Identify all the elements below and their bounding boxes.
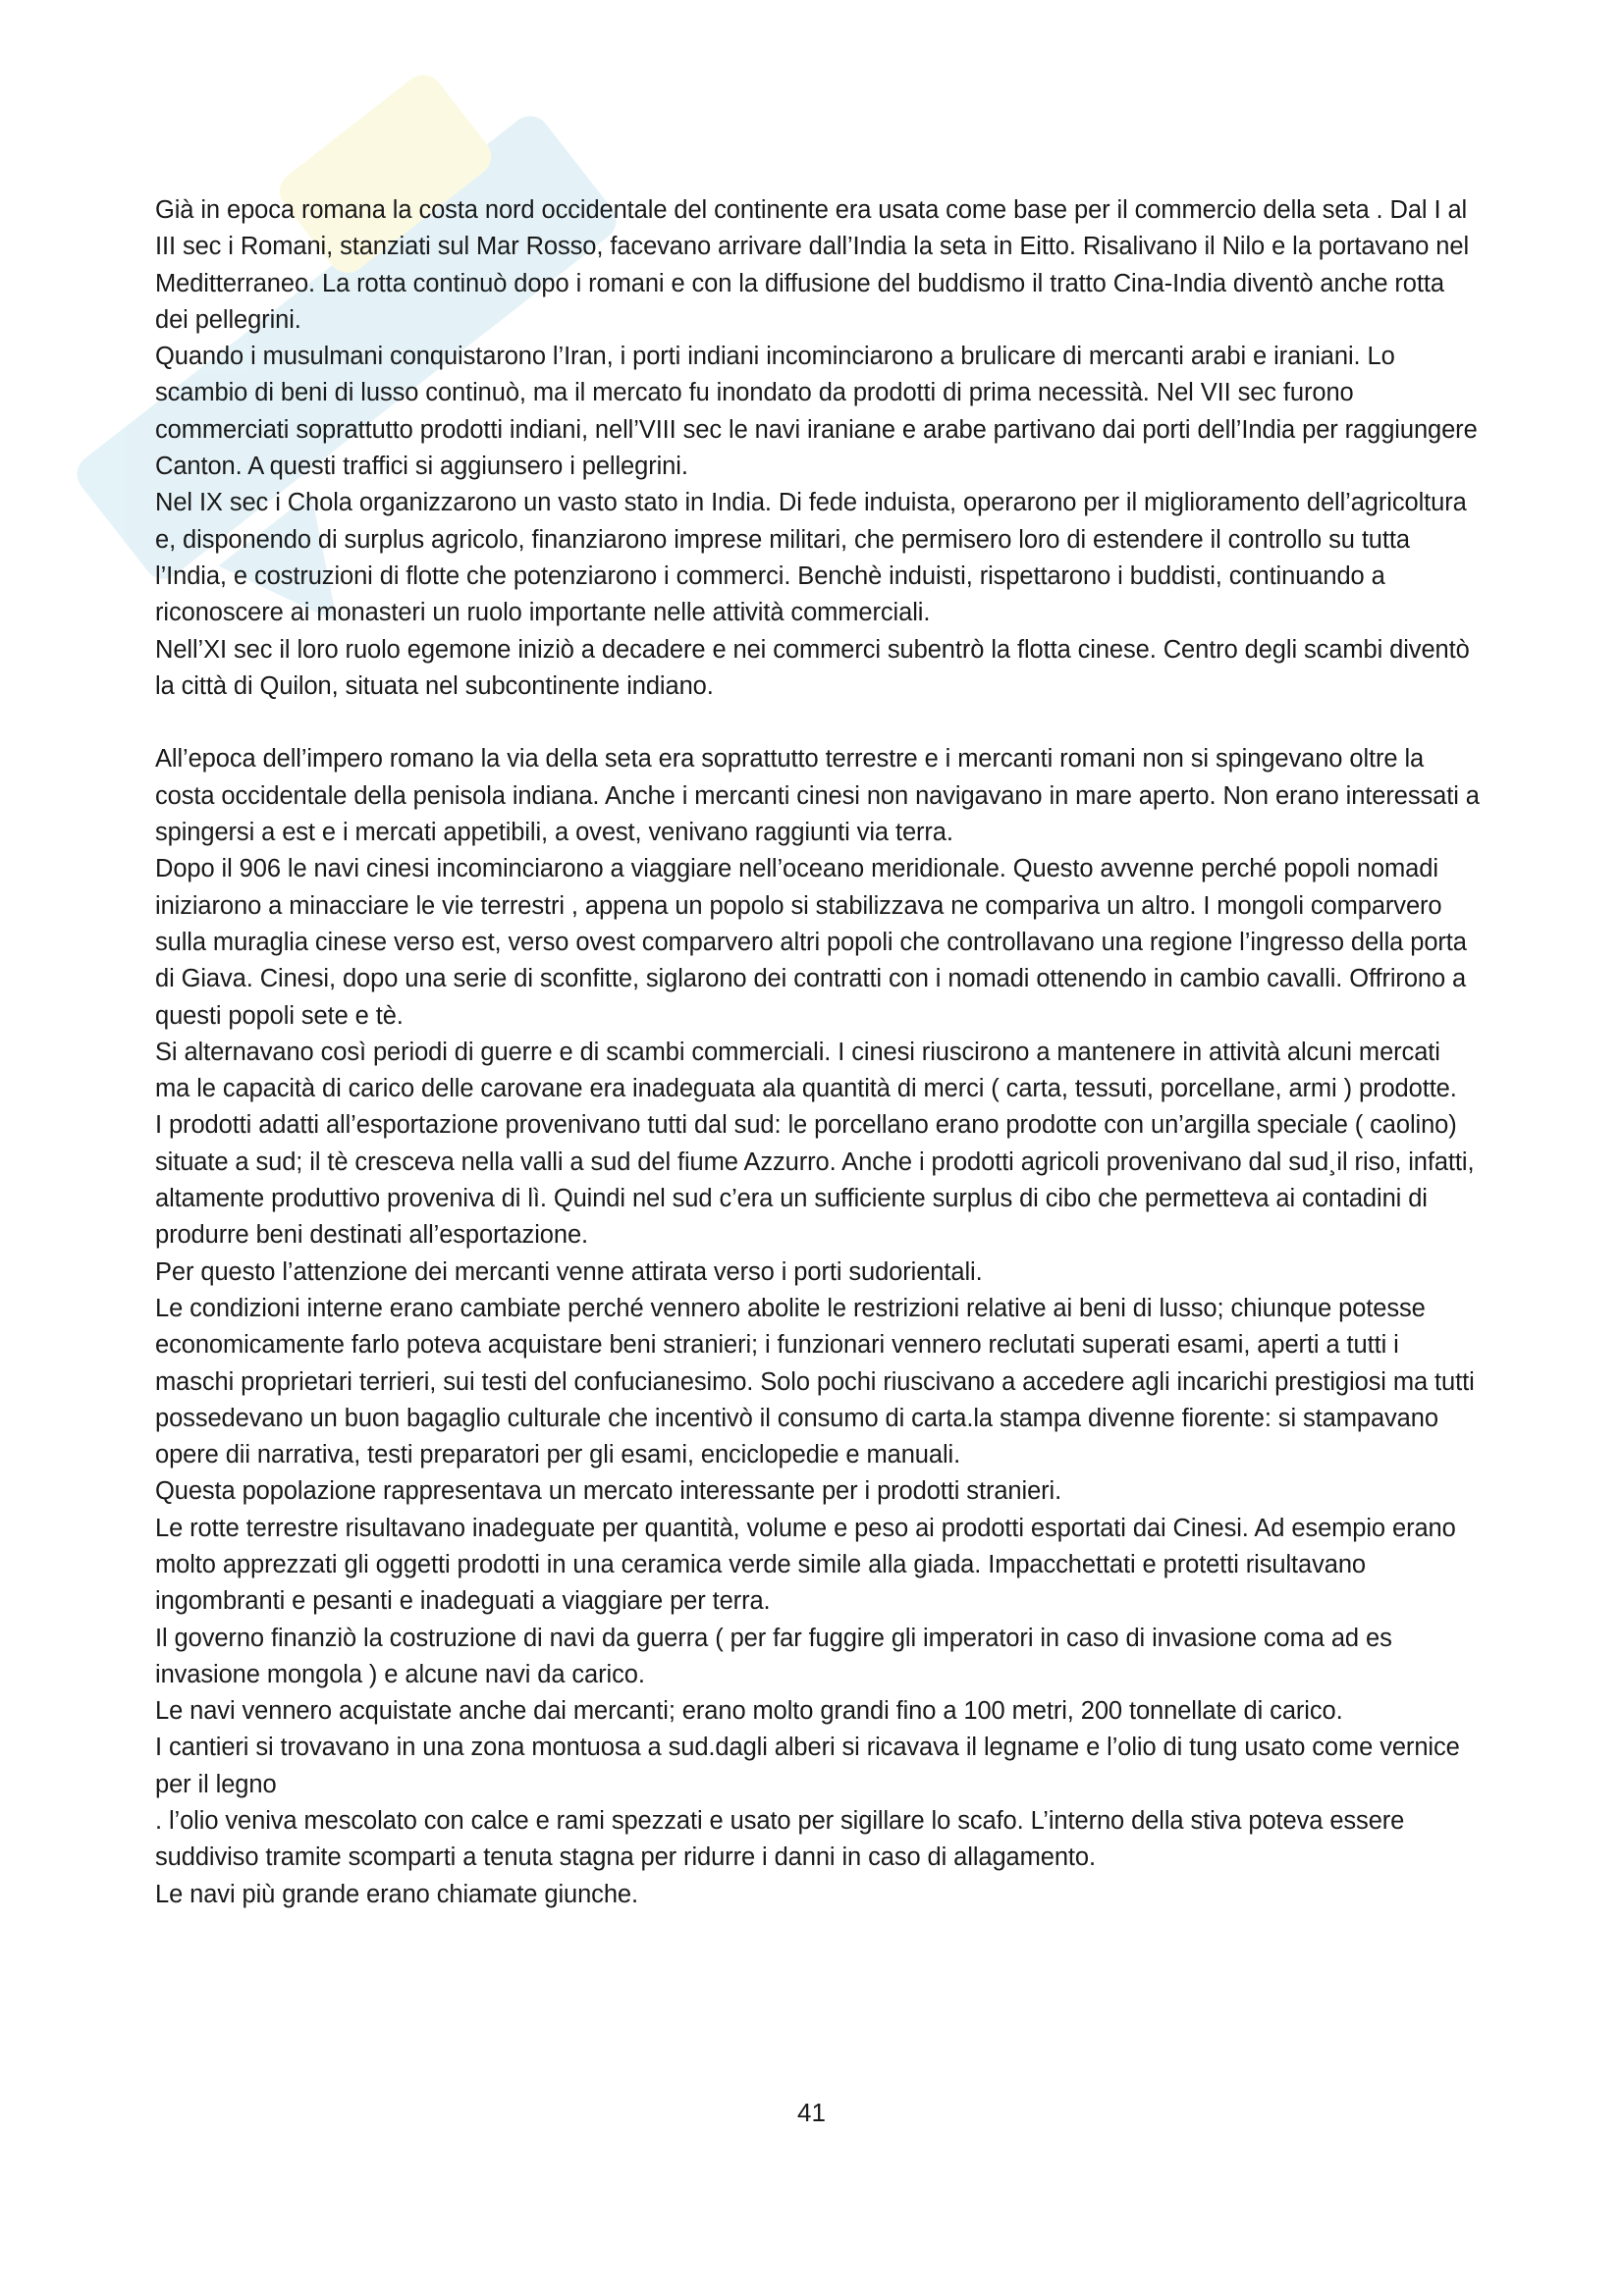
paragraph: Le condizioni interne erano cambiate perché vennero abolite le restrizioni relative ai beni di lusso; chiunque potesse economicamente farlo poteva acquistare beni stranieri; i funzionari vennero reclutati superati esami, aperti a tutti i maschi proprietari terrieri, sui testi del confucianesimo. Solo pochi riuscivano a accedere agli incarichi prestigiosi ma tutti possedevano un buon bagaglio culturale che incentivò il consumo di carta.la stampa divenne fiorente: si stampavano opere dii narrativa, testi preparatori per gli esami, enciclopedie e manuali. bbox=[155, 1294, 1475, 1469]
paragraph: . l’olio veniva mescolato con calce e rami spezzati e usato per sigillare lo scafo. L’interno della stiva poteva essere suddiviso tramite scomparti a tenuta stagna per ridurre i danni in caso di allagamento. bbox=[155, 1807, 1405, 1872]
paragraph: Il governo finanziò la costruzione di navi da guerra ( per far fuggire gli imperatori in caso di invasione coma ad es invasione mongola ) e alcune navi da carico. bbox=[155, 1624, 1392, 1688]
paragraph: Già in epoca romana la costa nord occidentale del continente era usata come base per il commercio della seta . Dal I al III sec i Romani, stanziati sul Mar Rosso, facevano arrivare dall’India la seta in Eitto. Risalivano il Nilo e la portavano nel Meditterraneo. La rotta continuò dopo i romani e con la diffusione del buddismo il tratto Cina-India diventò anche rotta dei pellegrini. bbox=[155, 196, 1470, 334]
paragraph: Le navi più grande erano chiamate giunche. bbox=[155, 1880, 638, 1908]
paragraph: Quando i musulmani conquistarono l’Iran, i porti indiani incominciarono a brulicare di mercanti arabi e iraniani. Lo scambio di beni di lusso continuò, ma il mercato fu inondato da prodotti di prima necessità. Nel VII sec furono commerciati soprattutto prodotti indiani, nell’VIII sec le navi iraniane e arabe partivano dai porti dell’India per raggiungere Canton. A questi traffici si aggiunsero i pellegrini. bbox=[155, 343, 1478, 481]
paragraph: Le rotte terrestre risultavano inadeguate per quantità, volume e peso ai prodotti esportati dai Cinesi. Ad esempio erano molto apprezzati gli oggetti prodotti in una ceramica verde simile alla giada. Impacchettati e protetti risultavano ingombranti e pesanti e inadeguati a viaggiare per terra. bbox=[155, 1514, 1456, 1616]
page-number: 41 bbox=[797, 2098, 826, 2127]
paragraph: Nell’XI sec il loro ruolo egemone iniziò a decadere e nei commerci subentrò la flotta cinese. Centro degli scambi diventò la città di Quilon, situata nel subcontinente indiano. bbox=[155, 635, 1470, 700]
paragraph: Nel IX sec i Chola organizzarono un vasto stato in India. Di fede induista, operarono per il miglioramento dell’agricoltura e, disponendo di surplus agricolo, finanziarono imprese militari, che permisero loro di estendere il controllo su tutta l’India, e costruzioni di flotte che potenziarono i commerci. Benchè induisti, rispettarono i buddisti, continuando a riconoscere ai monasteri un ruolo importante nelle attività commerciali. bbox=[155, 489, 1467, 627]
document-page bbox=[155, 192, 1481, 1913]
paragraph: All’epoca dell’impero romano la via della seta era soprattutto terrestre e i mercanti romani non si spingevano oltre la costa occidentale della penisola indiana. Anche i mercanti cinesi non navigavano in mare aperto. Non erano interessati a spingersi a est e i mercati appetibili, a ovest, venivano raggiunti via terra. bbox=[155, 745, 1480, 847]
paragraph: I cantieri si trovavano in una zona montuosa a sud.dagli alberi si ricavava il legname e l’olio di tung usato come vernice per il legno bbox=[155, 1734, 1460, 1798]
paragraph: Le navi vennero acquistate anche dai mercanti; erano molto grandi fino a 100 metri, 200 tonnellate di carico. bbox=[155, 1697, 1343, 1726]
paragraph: Questa popolazione rappresentava un mercato interessante per i prodotti stranieri. bbox=[155, 1477, 1062, 1506]
paragraph: Dopo il 906 le navi cinesi incominciarono a viaggiare nell’oceano meridionale. Questo avvenne perché popoli nomadi iniziarono a minacciare le vie terrestri , appena un popolo si stabilizzava ne compariva un altro. I mongoli comparvero sulla muraglia cinese verso est, verso ovest comparvero altri popoli che controllavano una regione l’ingresso della porta di Giava. Cinesi, dopo una serie di sconfitte, siglarono dei contratti con i nomadi ottenendo in cambio cavalli. Offrirono a questi popoli sete e tè. bbox=[155, 855, 1467, 1030]
paragraph: I prodotti adatti all’esportazione provenivano tutti dal sud: le porcellano erano prodotte con un’argilla speciale ( caolino) situate a sud; il tè cresceva nella valli a sud del fiume Azzurro. Anche i prodotti agricoli provenivano dal sud¸il riso, infatti, altamente produttivo proveniva di lì. Quindi nel sud c’era un sufficiente surplus di cibo che permetteva ai contadini di produrre beni destinati all’esportazione. bbox=[155, 1111, 1475, 1250]
paragraph: Per questo l’attenzione dei mercanti venne attirata verso i porti sudorientali. bbox=[155, 1257, 983, 1286]
paragraph: Si alternavano così periodi di guerre e di scambi commerciali. I cinesi riuscirono a mantenere in attività alcuni mercati ma le capacità di carico delle carovane era inadeguata ala quantità di merci ( carta, tessuti, porcellane, armi ) prodotte. bbox=[155, 1038, 1457, 1103]
